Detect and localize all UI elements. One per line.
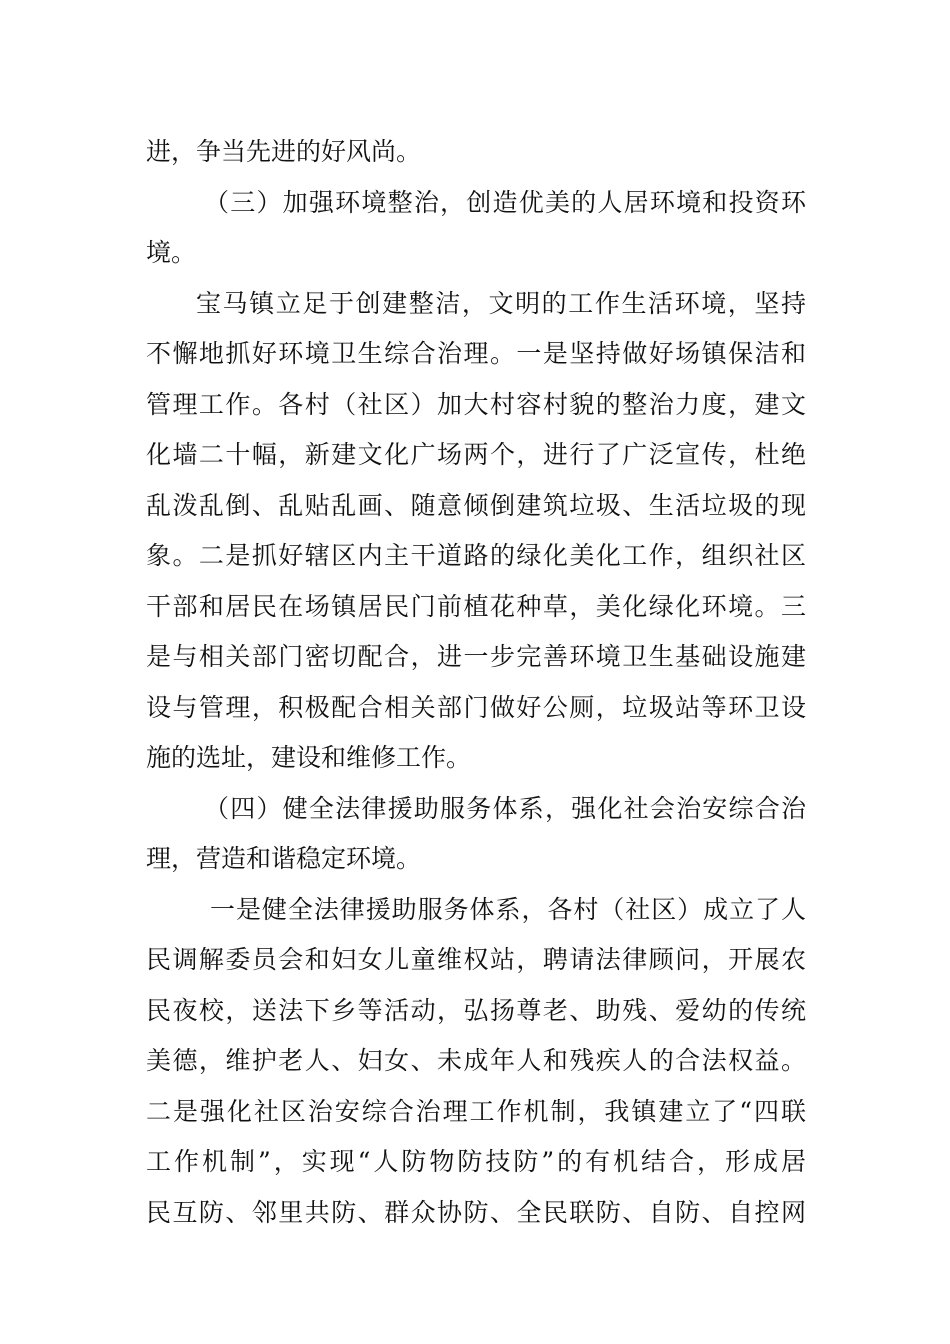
- text-line: 美德，维护老人、妇女、未成年人和残疾人的合法权益。: [146, 1046, 806, 1075]
- text-line: 不懈地抓好环境卫生综合治理。一是坚持做好场镇保洁和: [146, 339, 806, 368]
- text-line: 民夜校，送法下乡等活动，弘扬尊老、助残、爱幼的传统: [146, 995, 806, 1025]
- text-line: 民调解委员会和妇女儿童维权站，聘请法律顾问，开展农: [146, 945, 806, 974]
- text-line: 工作机制”，实现“人防物防技防”的有机结合，形成居: [146, 1147, 806, 1176]
- text-line: 民互防、邻里共防、群众协防、全民联防、自防、自控网: [146, 1197, 806, 1227]
- text-line: 理，营造和谐稳定环境。: [146, 844, 422, 873]
- text-line: （四）健全法律援助服务体系，强化社会治安综合治: [204, 793, 806, 823]
- text-line: 境。: [146, 238, 197, 267]
- document-body: [146, 127, 806, 1238]
- text-line: 干部和居民在场镇居民门前植花种草，美化绿化环境。三: [146, 591, 806, 621]
- text-line: 化墙二十幅，新建文化广场两个，进行了广泛宣传，杜绝: [146, 440, 806, 469]
- text-line: 施的选址，建设和维修工作。: [146, 743, 472, 772]
- text-line: 一是健全法律援助服务体系，各村（社区）成立了人: [210, 894, 806, 924]
- text-line: 是与相关部门密切配合，进一步完善环境卫生基础设施建: [146, 642, 806, 671]
- text-line: 设与管理，积极配合相关部门做好公厕，垃圾站等环卫设: [146, 692, 806, 722]
- text-line: 乱泼乱倒、乱贴乱画、随意倾倒建筑垃圾、生活垃圾的现: [146, 490, 806, 520]
- text-line: 管理工作。各村（社区）加大村容村貌的整治力度，建文: [146, 389, 806, 419]
- text-line: （三）加强环境整治，创造优美的人居环境和投资环: [204, 187, 806, 217]
- text-line: 进，争当先进的好风尚。: [146, 137, 422, 166]
- text-line: 象。二是抓好辖区内主干道路的绿化美化工作，组织社区: [146, 541, 806, 570]
- text-line: 二是强化社区治安综合治理工作机制，我镇建立了“四联: [146, 1096, 806, 1126]
- text-line: 宝马镇立足于创建整洁，文明的工作生活环境，坚持: [196, 288, 806, 318]
